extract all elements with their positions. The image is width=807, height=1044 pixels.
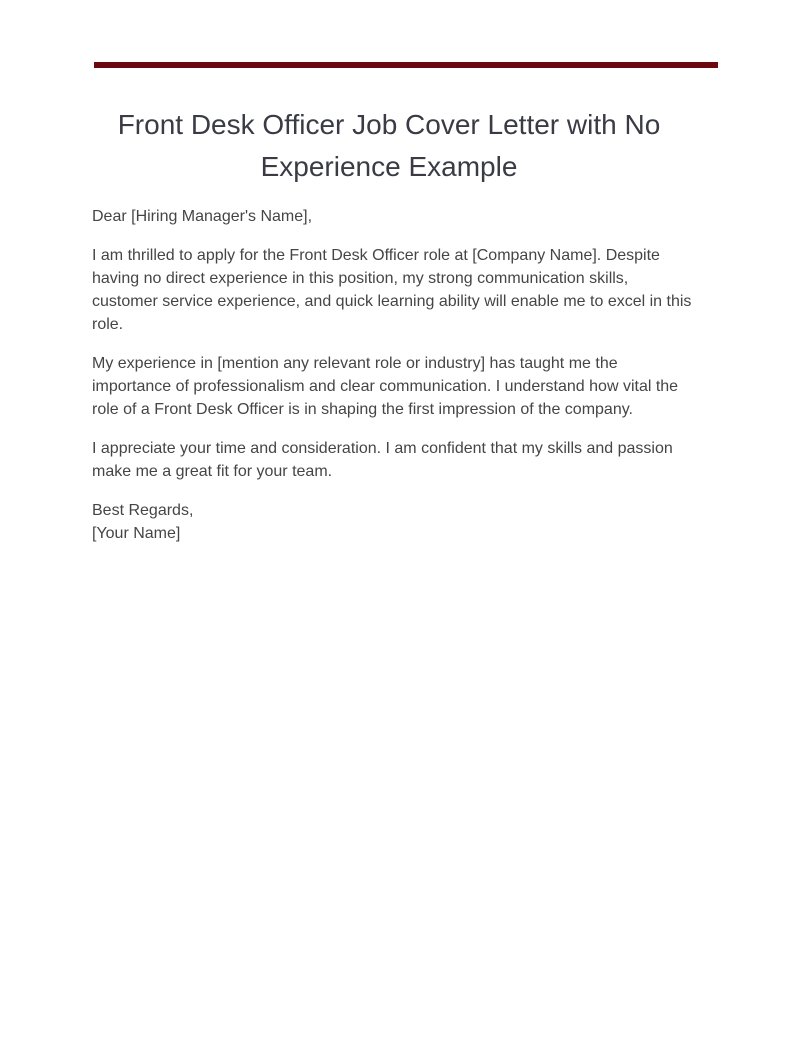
paragraph: I am thrilled to apply for the Front Desk Officer role at [Company Name]. Despite having no direct experience in this position, my strong communication skills, customer service experience, and quick learning ability will enable me to excel in this role. <box>92 247 692 333</box>
page-title: Front Desk Officer Job Cover Letter with No Experience Example <box>117 109 661 182</box>
signature: [Your Name] <box>92 525 181 542</box>
paragraph: My experience in [mention any relevant role or industry] has taught me the importance of professionalism and clear communication. I understand how vital the role of a Front Desk Officer is in shaping the first impression of the company. <box>92 355 679 418</box>
header-accent-bar <box>94 62 718 68</box>
letter-body <box>92 205 692 545</box>
salutation: Dear [Hiring Manager's Name], <box>92 208 313 225</box>
paragraph: I appreciate your time and consideration. I am confident that my skills and passion make me a great fit for your team. <box>92 440 673 480</box>
closing: Best Regards, <box>92 502 194 519</box>
sign-off <box>92 499 692 545</box>
